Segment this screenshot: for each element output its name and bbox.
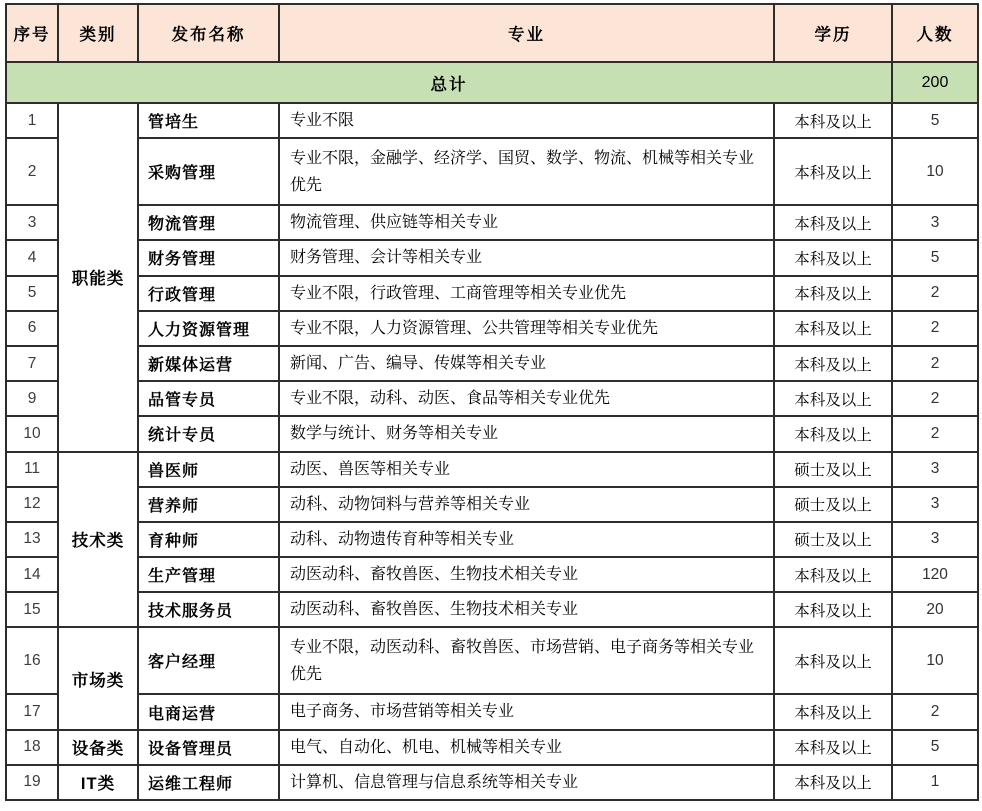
headcount: 20 (892, 592, 978, 627)
row-seq: 16 (6, 627, 58, 694)
degree-requirement: 硕士及以上 (774, 522, 892, 557)
table-row (6, 138, 978, 205)
recruitment-table (5, 3, 979, 801)
row-seq: 19 (6, 765, 58, 800)
row-seq: 15 (6, 592, 58, 627)
headcount: 2 (892, 694, 978, 729)
position-title: 新媒体运营 (138, 346, 279, 381)
major-requirements: 动医动科、畜牧兽医、生物技术相关专业 (279, 592, 774, 627)
headcount: 3 (892, 452, 978, 487)
major-requirements: 动科、动物饲料与营养等相关专业 (279, 487, 774, 522)
major-requirements: 专业不限，行政管理、工商管理等相关专业优先 (279, 276, 774, 311)
degree-requirement: 本科及以上 (774, 592, 892, 627)
row-seq: 1 (6, 103, 58, 138)
category-cell: 技术类 (58, 452, 138, 628)
table-row (6, 487, 978, 522)
position-title: 品管专员 (138, 381, 279, 416)
position-title: 技术服务员 (138, 592, 279, 627)
table-row (6, 240, 978, 275)
degree-requirement: 本科及以上 (774, 103, 892, 138)
column-header-major: 专业 (279, 4, 774, 62)
degree-requirement: 硕士及以上 (774, 452, 892, 487)
column-header-seq: 序号 (6, 4, 58, 62)
degree-requirement: 本科及以上 (774, 694, 892, 729)
headcount: 2 (892, 276, 978, 311)
position-title: 采购管理 (138, 138, 279, 205)
row-seq: 2 (6, 138, 58, 205)
table-row (6, 627, 978, 694)
major-requirements: 专业不限 (279, 103, 774, 138)
total-row (6, 62, 978, 103)
category-cell: IT类 (58, 765, 138, 800)
category-cell: 市场类 (58, 627, 138, 729)
headcount: 2 (892, 416, 978, 451)
table-row (6, 522, 978, 557)
major-requirements: 专业不限，动医动科、畜牧兽医、市场营销、电子商务等相关专业优先 (279, 627, 774, 694)
category-cell: 设备类 (58, 730, 138, 765)
position-title: 设备管理员 (138, 730, 279, 765)
table-row (6, 730, 978, 765)
row-seq: 5 (6, 276, 58, 311)
table-row (6, 103, 978, 138)
headcount: 2 (892, 381, 978, 416)
degree-requirement: 本科及以上 (774, 416, 892, 451)
major-requirements: 动科、动物遗传育种等相关专业 (279, 522, 774, 557)
major-requirements: 专业不限，人力资源管理、公共管理等相关专业优先 (279, 311, 774, 346)
table-body (6, 62, 978, 800)
headcount: 3 (892, 205, 978, 240)
row-seq: 18 (6, 730, 58, 765)
major-requirements: 动医动科、畜牧兽医、生物技术相关专业 (279, 557, 774, 592)
position-title: 物流管理 (138, 205, 279, 240)
position-title: 生产管理 (138, 557, 279, 592)
position-title: 客户经理 (138, 627, 279, 694)
row-seq: 13 (6, 522, 58, 557)
degree-requirement: 本科及以上 (774, 381, 892, 416)
major-requirements: 数学与统计、财务等相关专业 (279, 416, 774, 451)
major-requirements: 财务管理、会计等相关专业 (279, 240, 774, 275)
table-row (6, 452, 978, 487)
position-title: 人力资源管理 (138, 311, 279, 346)
major-requirements: 动医、兽医等相关专业 (279, 452, 774, 487)
degree-requirement: 本科及以上 (774, 730, 892, 765)
major-requirements: 新闻、广告、编导、传媒等相关专业 (279, 346, 774, 381)
row-seq: 14 (6, 557, 58, 592)
position-title: 运维工程师 (138, 765, 279, 800)
row-seq: 6 (6, 311, 58, 346)
headcount: 5 (892, 730, 978, 765)
degree-requirement: 本科及以上 (774, 311, 892, 346)
degree-requirement: 本科及以上 (774, 240, 892, 275)
major-requirements: 电气、自动化、机电、机械等相关专业 (279, 730, 774, 765)
degree-requirement: 本科及以上 (774, 138, 892, 205)
degree-requirement: 本科及以上 (774, 765, 892, 800)
table-row (6, 557, 978, 592)
table-row (6, 311, 978, 346)
header-row (6, 4, 978, 62)
degree-requirement: 本科及以上 (774, 346, 892, 381)
table-row (6, 694, 978, 729)
headcount: 1 (892, 765, 978, 800)
table-row (6, 346, 978, 381)
major-requirements: 物流管理、供应链等相关专业 (279, 205, 774, 240)
position-title: 电商运营 (138, 694, 279, 729)
headcount: 2 (892, 346, 978, 381)
row-seq: 11 (6, 452, 58, 487)
table-row (6, 416, 978, 451)
position-title: 管培生 (138, 103, 279, 138)
row-seq: 12 (6, 487, 58, 522)
degree-requirement: 本科及以上 (774, 205, 892, 240)
table-row (6, 381, 978, 416)
position-title: 行政管理 (138, 276, 279, 311)
category-cell: 职能类 (58, 103, 138, 452)
row-seq: 9 (6, 381, 58, 416)
headcount: 10 (892, 627, 978, 694)
row-seq: 3 (6, 205, 58, 240)
major-requirements: 专业不限，动科、动医、食品等相关专业优先 (279, 381, 774, 416)
degree-requirement: 本科及以上 (774, 557, 892, 592)
position-title: 育种师 (138, 522, 279, 557)
headcount: 120 (892, 557, 978, 592)
position-title: 兽医师 (138, 452, 279, 487)
row-seq: 10 (6, 416, 58, 451)
headcount: 2 (892, 311, 978, 346)
column-header-count: 人数 (892, 4, 978, 62)
headcount: 5 (892, 240, 978, 275)
major-requirements: 电子商务、市场营销等相关专业 (279, 694, 774, 729)
total-label: 总计 (6, 62, 892, 103)
headcount: 3 (892, 522, 978, 557)
position-title: 营养师 (138, 487, 279, 522)
degree-requirement: 本科及以上 (774, 627, 892, 694)
column-header-category: 类别 (58, 4, 138, 62)
headcount: 5 (892, 103, 978, 138)
headcount: 3 (892, 487, 978, 522)
degree-requirement: 本科及以上 (774, 276, 892, 311)
position-title: 财务管理 (138, 240, 279, 275)
headcount: 10 (892, 138, 978, 205)
table-row (6, 592, 978, 627)
row-seq: 17 (6, 694, 58, 729)
table-row (6, 205, 978, 240)
major-requirements: 计算机、信息管理与信息系统等相关专业 (279, 765, 774, 800)
major-requirements: 专业不限，金融学、经济学、国贸、数学、物流、机械等相关专业优先 (279, 138, 774, 205)
column-header-degree: 学历 (774, 4, 892, 62)
row-seq: 4 (6, 240, 58, 275)
position-title: 统计专员 (138, 416, 279, 451)
row-seq: 7 (6, 346, 58, 381)
total-count: 200 (892, 62, 978, 103)
table-row (6, 765, 978, 800)
table-row (6, 276, 978, 311)
degree-requirement: 硕士及以上 (774, 487, 892, 522)
column-header-title: 发布名称 (138, 4, 279, 62)
